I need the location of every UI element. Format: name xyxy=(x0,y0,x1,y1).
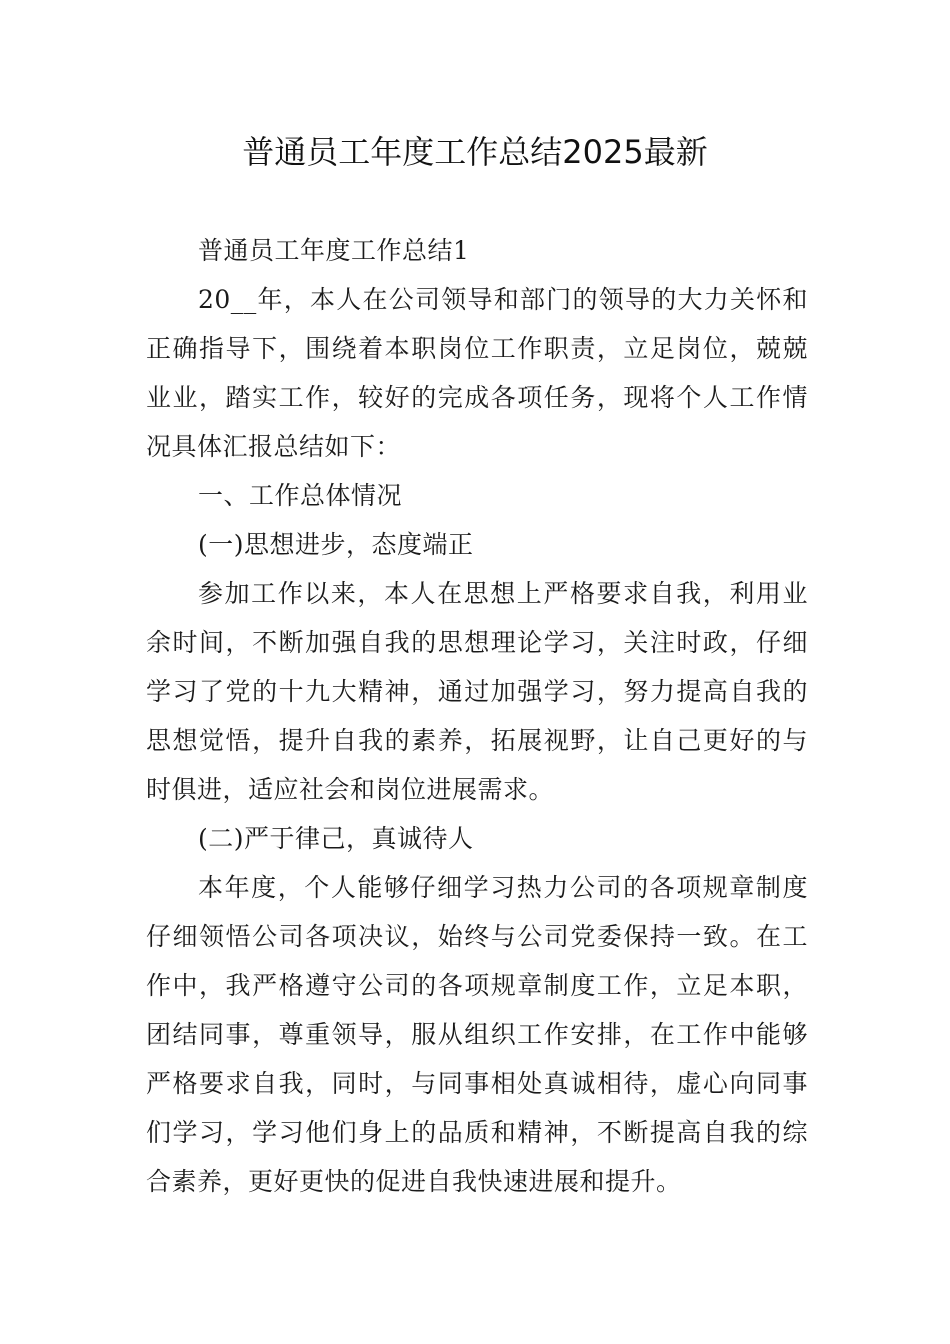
paragraph-intro: 20__年，本人在公司领导和部门的领导的大力关怀和正确指导下，围绕着本职岗位工作职责，立足岗位，兢兢业业，踏实工作，较好的完成各项任务，现将个人工作情况具体汇报总结如下： xyxy=(146,285,808,461)
paragraph-discipline: 本年度，个人能够仔细学习热力公司的各项规章制度仔细领悟公司各项决议，始终与公司党委保持一致。在工作中，我严格遵守公司的各项规章制度工作，立足本职，团结同事，尊重领导，服从组织工作安排，在工作中能够严格要求自我，同时，与同事相处真诚相待，虚心向同事们学习，学习他们身上的品质和精神，不断提高自我的综合素养，更好更快的促进自我快速进展和提升。 xyxy=(146,873,808,1196)
document-body xyxy=(146,226,808,1206)
section-heading-1: 普通员工年度工作总结1 xyxy=(198,236,470,265)
subsection-heading-2: (二)严于律己，真诚待人 xyxy=(198,824,474,853)
section-heading-overall: 一、工作总体情况 xyxy=(198,481,403,510)
subsection-heading-1: (一)思想进步，态度端正 xyxy=(198,530,474,559)
document-title: 普通员工年度工作总结2025最新 xyxy=(242,133,708,171)
paragraph-thought: 参加工作以来，本人在思想上严格要求自我，利用业余时间，不断加强自我的思想理论学习，关注时政，仔细学习了党的十九大精神，通过加强学习，努力提高自我的思想觉悟，提升自我的素养，拓展视野，让自己更好的与时俱进，适应社会和岗位进展需求。 xyxy=(146,579,808,804)
